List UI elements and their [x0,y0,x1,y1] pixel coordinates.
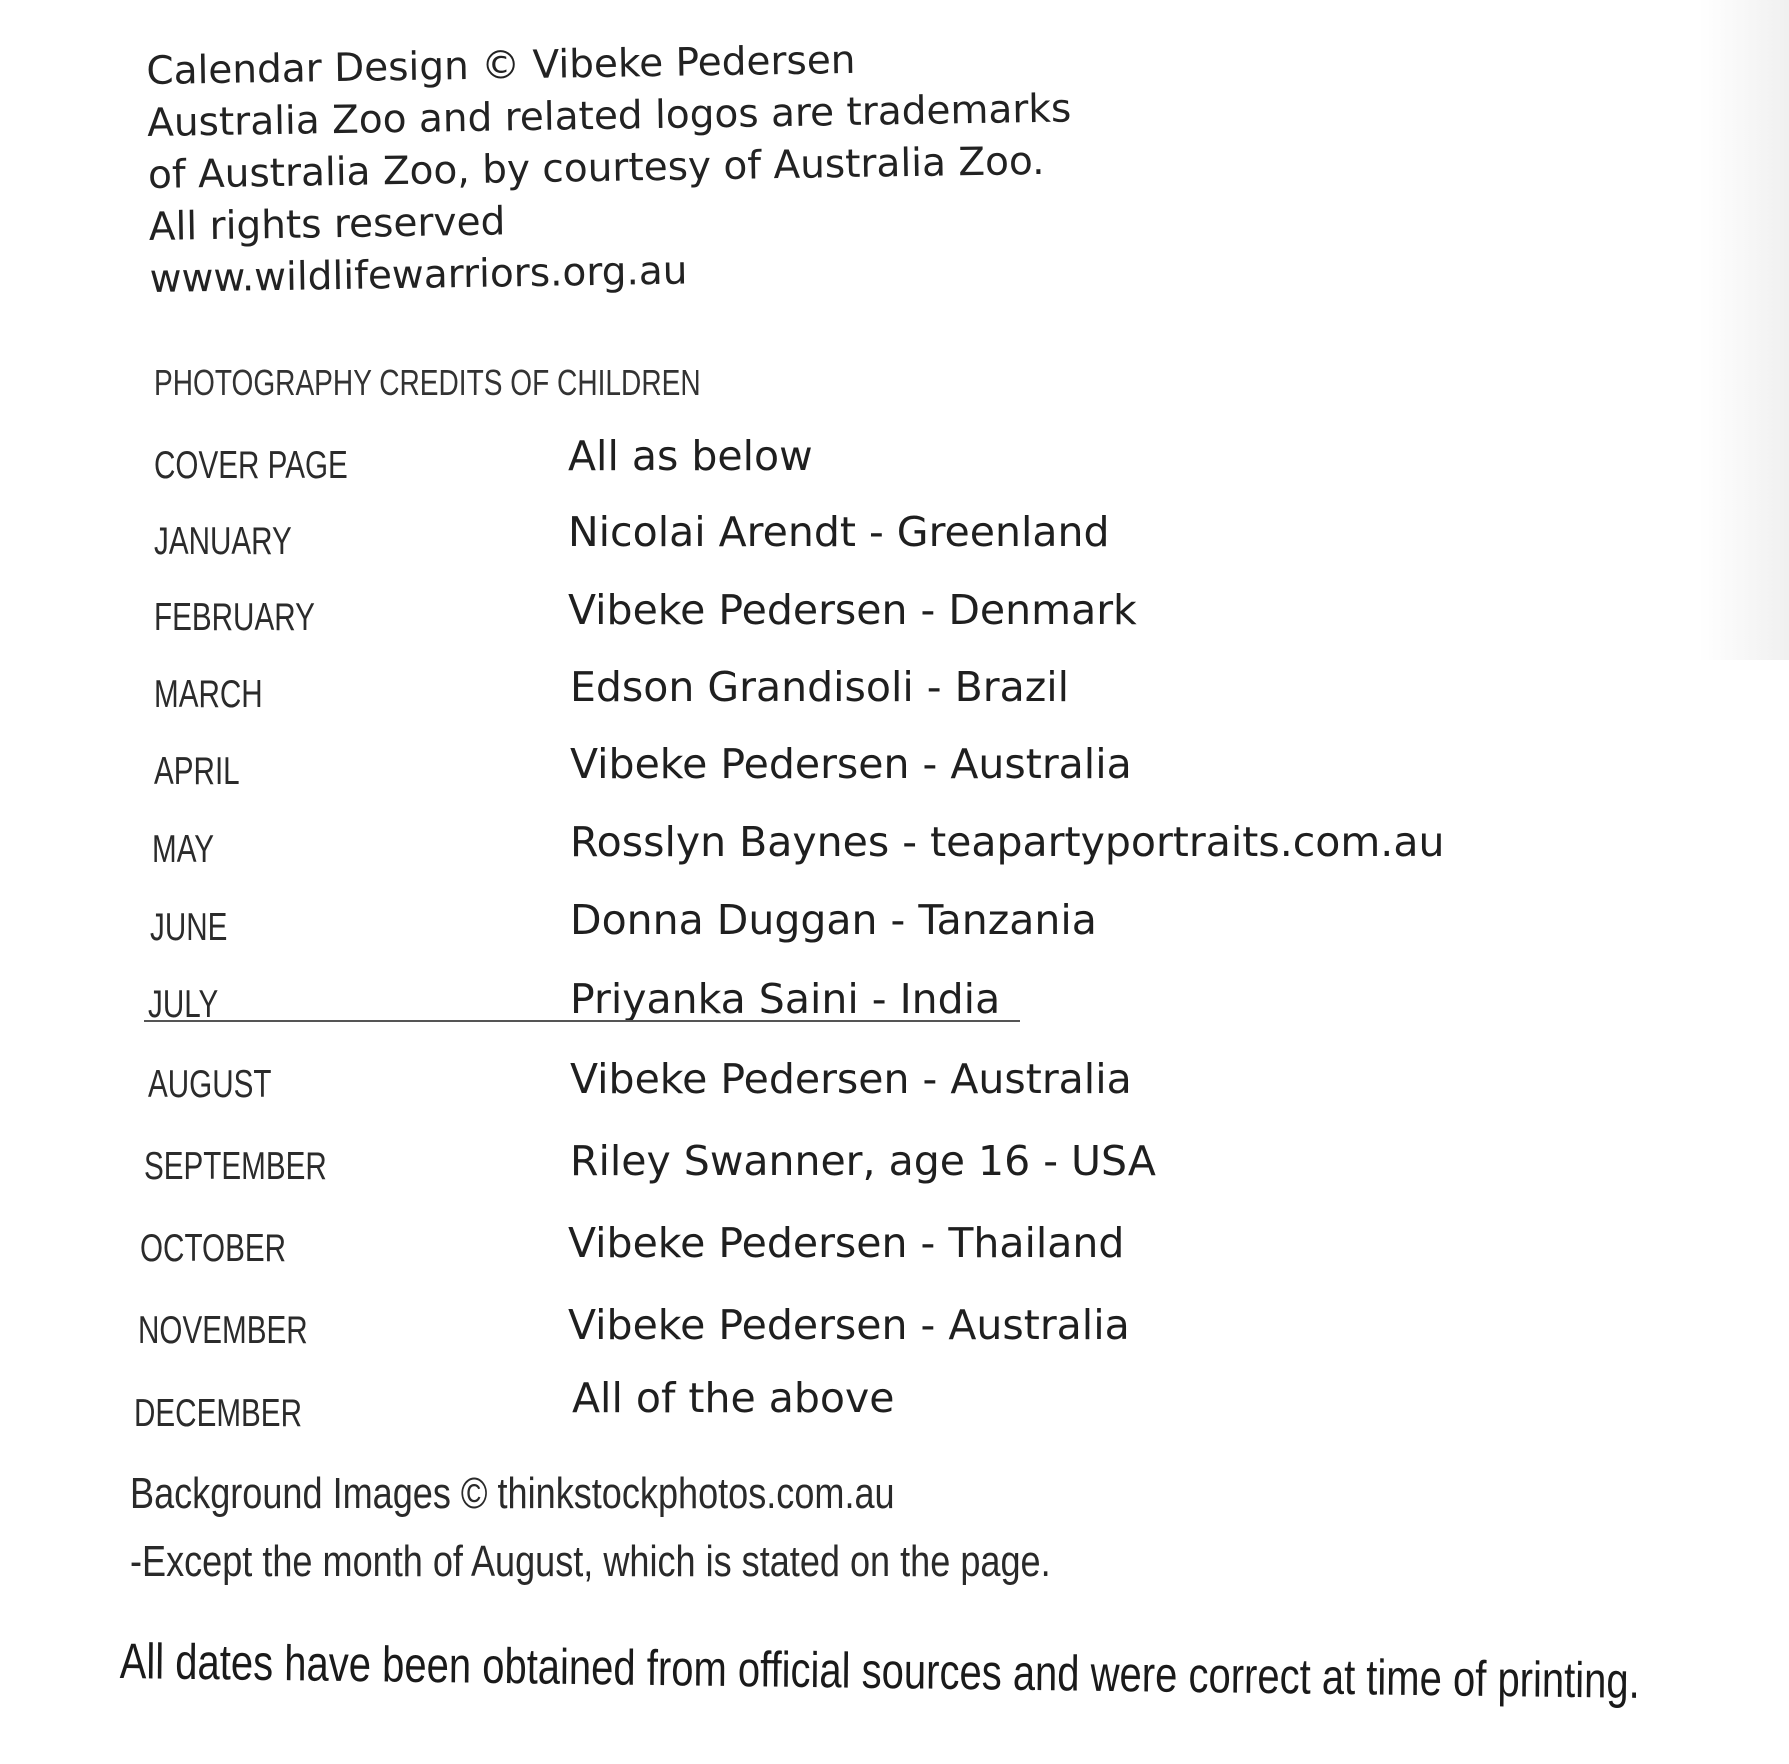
page-edge-shadow [1699,0,1789,660]
credit-name: Vibeke Pedersen - Thailand [568,1219,1125,1267]
credit-name: All of the above [572,1374,895,1422]
credit-month: OCTOBER [140,1227,287,1270]
credits-heading: PHOTOGRAPHY CREDITS OF CHILDREN [154,362,701,403]
background-credit-line: Background Images © thinkstockphotos.com.au [130,1469,895,1518]
credit-month: JANUARY [154,520,292,563]
credit-name: Donna Duggan - Tanzania [570,896,1097,944]
copyright-line-rights: All rights reserved [148,199,506,250]
credit-name: Nicolai Arendt - Greenland [568,508,1110,556]
divider-line [144,1020,1020,1022]
copyright-line-trademark: Australia Zoo and related logos are trademarks [146,86,1072,146]
credit-month: NOVEMBER [138,1309,308,1352]
copyright-line-courtesy: of Australia Zoo, by courtesy of Australia Zoo. [147,138,1045,198]
credit-name: All as below [568,432,813,480]
credit-name: Vibeke Pedersen - Denmark [568,586,1137,634]
credit-name: Vibeke Pedersen - Australia [570,740,1132,788]
credit-name: Edson Grandisoli - Brazil [570,663,1070,711]
dates-disclaimer: All dates have been obtained from official sources and were correct at time of printing. [119,1633,1640,1709]
credit-name: Rosslyn Baynes - teapartyportraits.com.au [570,818,1445,866]
credit-month: DECEMBER [134,1392,302,1435]
credit-month: SEPTEMBER [144,1145,327,1188]
credit-name: Vibeke Pedersen - Australia [570,1055,1132,1103]
credit-name: Priyanka Saini - India [570,975,1001,1023]
credit-name: Vibeke Pedersen - Australia [568,1301,1130,1349]
credit-month: COVER PAGE [154,444,348,487]
copyright-block [146,31,1074,305]
credit-month: JULY [148,983,219,1026]
credit-month: MARCH [154,673,263,716]
background-exception-line: -Except the month of August, which is stated on the page. [130,1537,1051,1586]
website-link[interactable]: www.wildlifewarriors.org.au [149,248,688,302]
credit-month: AUGUST [148,1063,272,1106]
credit-month: APRIL [154,750,240,793]
background-images-credit [130,1460,1051,1596]
credit-month: MAY [152,828,215,871]
credit-month: JUNE [150,906,228,949]
copyright-line-design: Calendar Design © Vibeke Pedersen [146,37,856,94]
credit-name: Riley Swanner, age 16 - USA [570,1137,1156,1185]
credit-month: FEBRUARY [154,596,315,639]
